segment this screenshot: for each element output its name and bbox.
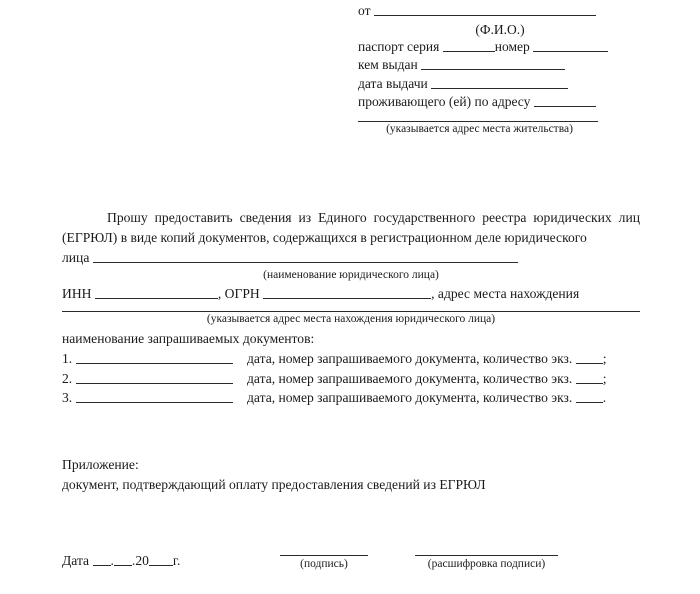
addressee-header xyxy=(358,2,658,137)
inn-ogrn-line xyxy=(62,284,640,304)
date-line xyxy=(62,551,180,570)
request-paragraph: Прошу предоставить сведения из Единого государственного реестра юридических лиц (ЕГРЮЛ) в виде копий документов, содержащихся в регистрационном деле юридического xyxy=(62,210,640,245)
date-month-field[interactable] xyxy=(114,553,132,566)
document-number: 3. xyxy=(62,390,73,405)
residence-line xyxy=(358,93,658,112)
attachment-title: Приложение: xyxy=(62,457,139,472)
document-quantity-field[interactable] xyxy=(576,351,603,364)
passport-line xyxy=(358,38,658,57)
issue-date-label: дата выдачи xyxy=(358,75,428,91)
transcript-slot xyxy=(415,555,558,572)
entity-name-caption: (наименование юридического лица) xyxy=(263,269,439,281)
issued-by-field[interactable] xyxy=(421,58,565,70)
residence-field[interactable] xyxy=(534,95,596,107)
document-description: дата, номер запрашиваемого документа, количество экз. xyxy=(247,351,573,366)
passport-number-field[interactable] xyxy=(533,39,608,51)
document-terminator: ; xyxy=(602,351,607,366)
from-label: от xyxy=(358,3,371,18)
document-row xyxy=(62,369,640,389)
residence-caption: (указывается адрес места жительства) xyxy=(386,122,573,135)
issued-by-label: кем выдан xyxy=(358,57,418,73)
date-year-field[interactable] xyxy=(149,553,173,566)
date-separator-2: .20 xyxy=(131,553,149,568)
date-label: Дата xyxy=(62,553,90,568)
residence-label: проживающего (ей) по адресу xyxy=(358,94,531,110)
document-quantity-field[interactable] xyxy=(576,371,603,384)
signature-field[interactable] xyxy=(280,555,368,556)
passport-series-label: паспорт серия xyxy=(358,38,440,54)
document-row xyxy=(62,388,640,408)
from-line xyxy=(358,2,658,21)
passport-series-field[interactable] xyxy=(443,39,495,51)
document-name-field[interactable] xyxy=(76,390,233,403)
document-name-field[interactable] xyxy=(76,351,233,364)
entity-address-label: , адрес места нахождения xyxy=(431,286,580,301)
issue-date-line xyxy=(358,75,658,94)
from-blank-field[interactable] xyxy=(374,4,596,16)
document-name-field[interactable] xyxy=(76,371,233,384)
inn-field[interactable] xyxy=(95,286,218,299)
transcript-caption: (расшифровка подписи) xyxy=(427,558,546,570)
entity-name-field[interactable] xyxy=(93,250,518,263)
attachment-text: документ, подтверждающий оплату предоставления сведений из ЕГРЮЛ xyxy=(62,477,486,492)
issued-by-line xyxy=(358,56,658,75)
date-day-field[interactable] xyxy=(93,553,111,566)
signature-slot xyxy=(280,555,368,572)
document-number: 1. xyxy=(62,351,73,366)
document-terminator: . xyxy=(602,390,607,405)
document-description: дата, номер запрашиваемого документа, количество экз. xyxy=(247,370,573,386)
request-body xyxy=(62,208,640,408)
ogrn-label: , ОГРН xyxy=(217,286,260,301)
inn-label: ИНН xyxy=(62,286,92,301)
date-separator-1: . xyxy=(110,553,114,568)
attachment-section xyxy=(62,455,640,495)
signature-caption: (подпись) xyxy=(300,558,348,570)
passport-number-label: номер xyxy=(494,38,530,54)
document-number: 2. xyxy=(62,370,73,386)
document-description: дата, номер запрашиваемого документа, количество экз. xyxy=(247,390,573,405)
issue-date-field[interactable] xyxy=(431,76,568,88)
document-row xyxy=(62,349,640,369)
entity-name-line xyxy=(62,248,640,268)
fio-caption: (Ф.И.О.) xyxy=(475,21,525,37)
ogrn-field[interactable] xyxy=(263,286,431,299)
date-suffix: г. xyxy=(172,553,181,568)
documents-title: наименование запрашиваемых документов: xyxy=(62,331,315,346)
document-terminator: ; xyxy=(602,370,607,386)
transcript-field[interactable] xyxy=(415,555,558,556)
entity-address-caption: (указывается адрес места нахождения юридического лица) xyxy=(206,313,496,325)
document-quantity-field[interactable] xyxy=(576,390,603,403)
entity-line-label: лица xyxy=(62,250,90,265)
